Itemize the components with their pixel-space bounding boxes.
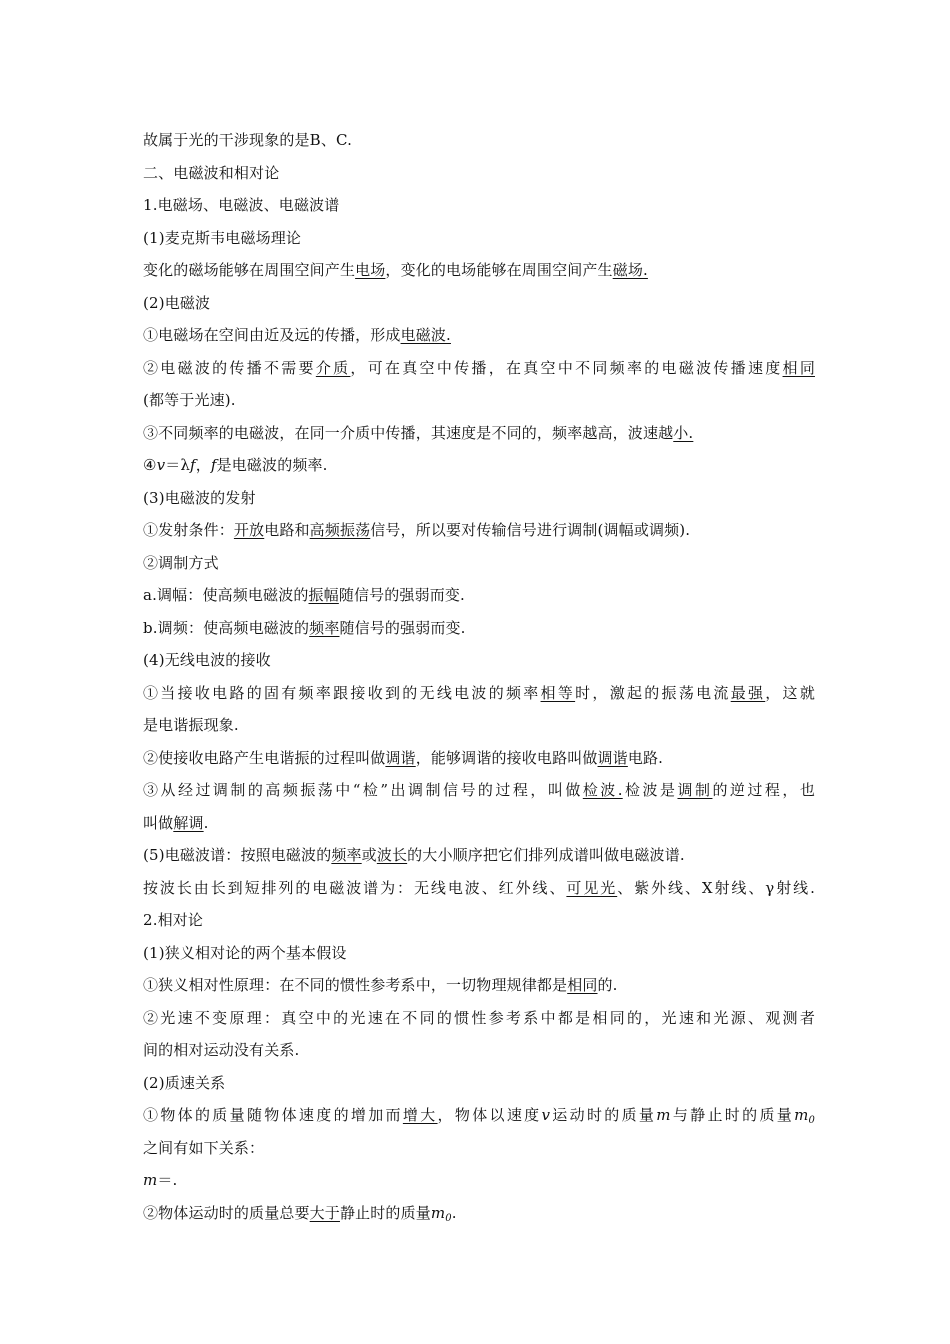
text-run: (2)电磁波 (143, 293, 211, 312)
answer-blank: 电场 (355, 261, 386, 279)
answer-blank: 介质 (315, 358, 351, 377)
text-run: ，变化的电场能够在周围空间产生 (385, 261, 613, 279)
text-line (143, 287, 815, 320)
math-symbol: m (794, 1106, 809, 1124)
text-run: 、紫外线、X射线、γ射线. (617, 878, 815, 897)
text-run: ，物体以速度 (437, 1106, 542, 1124)
text-line (143, 1034, 815, 1067)
text-run: ①电磁场在空间由近及远的传播，形成 (143, 326, 401, 344)
text-run: (都等于光速). (143, 391, 236, 409)
text-line (143, 189, 815, 222)
text-run: 故属于光的干涉现象的是B、C. (143, 131, 352, 149)
answer-blank: 磁场. (612, 261, 648, 279)
answer-blank: 频率 (309, 618, 340, 637)
text-run: 的. (597, 976, 618, 994)
text-run: ②光速不变原理：真空中的光速在不同的惯性参考系中都是相同的，光速和光源、观测者 (143, 1008, 815, 1027)
text-run: b.调频：使高频电磁波的 (143, 618, 310, 637)
text-run: 随信号的强弱而变. (339, 618, 466, 637)
text-run: 电路和 (264, 521, 310, 539)
text-line (143, 937, 815, 970)
answer-blank: 相同 (567, 976, 598, 994)
text-run: 与静止时的质量 (670, 1106, 795, 1124)
text-run: 之间有如下关系： (143, 1138, 265, 1157)
text-line (143, 1197, 815, 1230)
text-run: 的大小顺序把它们排列成谱叫做电磁波谱. (407, 846, 685, 864)
text-run: 电路. (627, 748, 664, 767)
text-run: ③从经过调制的高频振荡中“检”出调制信号的过程，叫做 (143, 781, 583, 799)
text-run: ， (195, 456, 211, 474)
text-line (143, 482, 815, 515)
answer-blank: 高频振荡 (309, 521, 371, 539)
text-line (143, 124, 815, 157)
text-run: ①物体的质量随物体速度的增加而 (143, 1106, 403, 1124)
text-run: (1)狭义相对论的两个基本假设 (143, 943, 347, 962)
answer-blank: 波长 (376, 846, 408, 864)
text-run: . (203, 813, 209, 832)
text-run: 变化的磁场能够在周围空间产生 (143, 261, 356, 279)
text-line (143, 872, 815, 905)
text-run: 是电谐振现象. (143, 716, 239, 734)
answer-blank: 小. (673, 423, 694, 442)
text-run: ①当接收电路的固有频率跟接收到的无线电波的频率 (143, 683, 541, 702)
answer-blank: 频率 (331, 846, 362, 864)
text-line (143, 969, 815, 1002)
text-run: ，能够调谐的接收电路叫做 (415, 748, 598, 767)
text-line (143, 1002, 815, 1035)
answer-blank: 最强 (730, 683, 766, 702)
text-run: 信号，所以要对传输信号进行调制(调幅或调频). (370, 521, 691, 539)
text-line (143, 417, 815, 450)
text-line (143, 644, 815, 677)
answer-blank: 检波. (582, 781, 623, 799)
text-line (143, 709, 815, 742)
text-run: 是电磁波的频率. (216, 456, 328, 474)
text-run: ②物体运动时的质量总要 (143, 1203, 310, 1222)
answer-blank: 调谐 (385, 748, 416, 767)
answer-blank: 电磁波. (400, 326, 451, 344)
text-run: ①发射条件： (143, 521, 234, 539)
answer-blank: 相等 (540, 683, 576, 702)
text-run: 0 (808, 1115, 815, 1126)
text-run: (4)无线电波的接收 (143, 651, 271, 669)
answer-blank: 大于 (309, 1203, 340, 1222)
text-run: ，可在真空中传播，在真空中不同频率的电磁波传播速度 (350, 358, 783, 377)
answer-blank: 调谐 (597, 748, 628, 767)
text-line (143, 612, 815, 645)
math-symbol: f (190, 456, 196, 474)
math-symbol: v (541, 1106, 551, 1124)
text-run: 的逆过程，也 (712, 781, 815, 799)
text-line (143, 157, 815, 190)
text-run: 二、电磁波和相对论 (143, 163, 280, 182)
text-line (143, 222, 815, 255)
text-line (143, 352, 815, 385)
text-run: . (451, 1203, 457, 1222)
text-run: (1)麦克斯韦电磁场理论 (143, 228, 302, 247)
answer-blank: 调制 (677, 781, 713, 799)
answer-blank: 解调 (173, 813, 204, 832)
text-run: 间的相对运动没有关系. (143, 1041, 300, 1059)
answer-blank: 可见光 (566, 878, 618, 897)
text-run: 1.电磁场、电磁波、电磁波谱 (143, 196, 340, 214)
text-run: (5)电磁波谱：按照电磁波的 (143, 846, 332, 864)
answer-blank: 相同 (782, 358, 815, 377)
text-line (143, 254, 815, 287)
text-line (143, 1099, 815, 1132)
math-symbol: m (430, 1203, 446, 1222)
text-line (143, 1164, 815, 1197)
text-run: ③不同频率的电磁波，在同一介质中传播，其速度是不同的，频率越高，波速越 (143, 423, 674, 442)
text-run: ②使接收电路产生电谐振的过程叫做 (143, 748, 386, 767)
text-line (143, 547, 815, 580)
text-line (143, 807, 815, 840)
text-run: 按波长由长到短排列的电磁波谱为：无线电波、红外线、 (143, 878, 567, 897)
text-run: 时，激起的振荡电流 (575, 683, 731, 702)
text-line (143, 839, 815, 872)
text-run: ＝. (157, 1171, 178, 1189)
text-line (143, 579, 815, 612)
text-line (143, 449, 815, 482)
text-run: 检波是 (622, 781, 678, 799)
math-symbol: m (143, 1171, 158, 1189)
text-run: 或 (361, 846, 377, 864)
answer-blank: 开放 (233, 521, 265, 539)
text-line (143, 904, 815, 937)
text-line (143, 514, 815, 547)
math-symbol: v (156, 456, 166, 474)
text-run: 运动时的质量 (550, 1106, 657, 1124)
text-run: 叫做 (143, 813, 174, 832)
text-run: 0 (445, 1212, 452, 1224)
text-run: 随信号的强弱而变. (338, 586, 465, 604)
text-line (143, 774, 815, 807)
text-run: ②电磁波的传播不需要 (143, 358, 316, 377)
text-run: ①狭义相对性原理：在不同的惯性参考系中，一切物理规律都是 (143, 976, 568, 994)
text-line (143, 319, 815, 352)
math-symbol: f (210, 456, 217, 474)
text-run: ，这就 (765, 683, 815, 702)
text-run: ＝λ (165, 456, 191, 474)
answer-blank: 振幅 (308, 586, 339, 604)
text-line (143, 742, 815, 775)
text-line (143, 1132, 815, 1165)
text-run: a.调幅：使高频电磁波的 (143, 586, 309, 604)
text-run: 静止时的质量 (339, 1203, 431, 1222)
text-run: (3)电磁波的发射 (143, 488, 256, 507)
math-symbol: m (656, 1106, 671, 1124)
text-line (143, 384, 815, 417)
text-run: (2)质速关系 (143, 1073, 226, 1092)
document-body (143, 124, 815, 1229)
text-run: ②调制方式 (143, 553, 219, 572)
text-line (143, 677, 815, 710)
answer-blank: 增大 (402, 1106, 438, 1124)
text-run: ④ (143, 456, 157, 474)
text-run: 2.相对论 (143, 911, 204, 929)
text-line (143, 1067, 815, 1100)
